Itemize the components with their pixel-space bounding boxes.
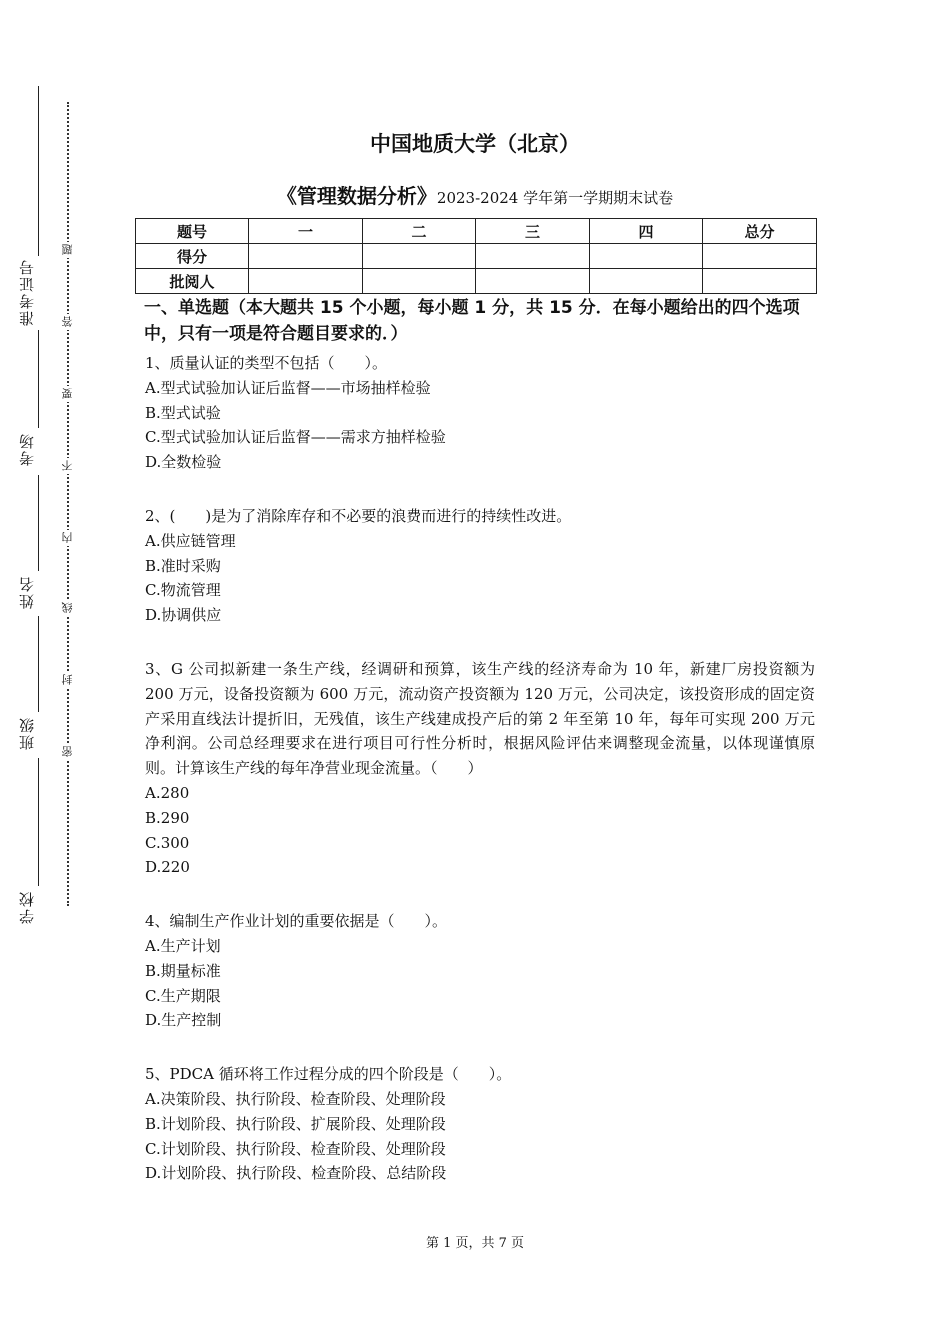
field-line-admission-number[interactable] <box>38 86 39 256</box>
question-option[interactable]: B.290 <box>145 808 190 827</box>
question-stem: 4、编制生产作业计划的重要依据是（ ）。 <box>145 912 448 931</box>
question-option[interactable]: D.协调供应 <box>145 606 222 625</box>
score-cell[interactable] <box>703 244 817 269</box>
score-table-header: 四 <box>590 219 703 244</box>
university-title: 中国地质大学（北京） <box>370 132 580 156</box>
score-table <box>135 218 817 294</box>
exam-term: 2023-2024 学年第一学期期末试卷 <box>436 189 674 207</box>
question-3 <box>145 657 815 880</box>
seal-char: 要 <box>60 386 76 402</box>
question-option[interactable]: C.生产期限 <box>145 986 221 1005</box>
score-table-header: 总分 <box>703 219 817 244</box>
exam-subtitle <box>0 180 950 209</box>
seal-char: 题 <box>60 242 76 258</box>
question-option[interactable]: A.型式试验加认证后监督——市场抽样检验 <box>145 378 431 397</box>
question-option[interactable]: C.型式试验加认证后监督——需求方抽样检验 <box>145 428 446 447</box>
field-line-name[interactable] <box>38 475 39 571</box>
exam-content <box>145 295 815 1186</box>
score-row-label: 得分 <box>136 244 249 269</box>
course-name: 《管理数据分析》 <box>276 184 437 208</box>
seal-char: 内 <box>60 530 76 546</box>
score-row-label: 批阅人 <box>136 269 249 294</box>
seal-char: 密 <box>60 744 76 760</box>
question-stem: 2、( )是为了消除库存和不必要的浪费而进行的持续性改进。 <box>145 506 572 525</box>
question-stem: 3、G 公司拟新建一条生产线，经调研和预算，该生产线的经济寿命为 10 年，新建厂房投资额为 200 万元，设备投资额为 600 万元，流动资产投资额为 120 万元，公司决定，该投资形成的固定资产采用直线法计提折旧，无残值，该生产线建成投产后的第 2 年至第 10 年，每年可实现 200 万元净利润。公司总经理要求在进行项目可行性分析时，根据风险评估来调整现金流量，以体现谨慎原则。计算该生产线的每年净营业现金流量。（ ） <box>145 659 815 778</box>
score-table-header-row <box>136 219 817 244</box>
score-cell[interactable] <box>249 244 363 269</box>
score-table-row <box>136 244 817 269</box>
question-option[interactable]: C.300 <box>145 833 190 852</box>
question-option[interactable]: D.220 <box>145 858 190 877</box>
question-4 <box>145 909 815 1033</box>
reviewer-cell[interactable] <box>590 269 703 294</box>
score-cell[interactable] <box>363 244 476 269</box>
question-option[interactable]: A.决策阶段、执行阶段、检查阶段、处理阶段 <box>145 1089 446 1108</box>
spacer <box>145 475 815 500</box>
question-1 <box>145 351 815 475</box>
field-label-exam-room: 考场 <box>18 432 36 466</box>
question-option[interactable]: A.280 <box>145 783 190 802</box>
reviewer-cell[interactable] <box>363 269 476 294</box>
spacer <box>145 628 815 653</box>
section-heading: 一、单选题（本大题共 15 个小题，每小题 1 分，共 15 分．在每小题给出的四个选项中，只有一项是符合题目要求的．） <box>144 298 800 344</box>
field-label-school: 学校 <box>18 890 36 924</box>
question-option[interactable]: B.准时采购 <box>145 556 221 575</box>
spacer <box>145 880 815 905</box>
question-option[interactable]: D.计划阶段、执行阶段、检查阶段、总结阶段 <box>145 1164 447 1183</box>
question-5 <box>145 1062 815 1186</box>
question-option[interactable]: C.计划阶段、执行阶段、检查阶段、处理阶段 <box>145 1139 446 1158</box>
question-option[interactable]: A.供应链管理 <box>145 531 236 550</box>
question-stem: 5、PDCA 循环将工作过程分成的四个阶段是（ ）。 <box>145 1065 512 1084</box>
field-line-exam-room[interactable] <box>38 330 39 428</box>
question-option[interactable]: B.计划阶段、执行阶段、扩展阶段、处理阶段 <box>145 1114 446 1133</box>
seal-char: 线 <box>60 600 76 616</box>
field-label-name: 姓名 <box>18 575 36 609</box>
question-option[interactable]: A.生产计划 <box>145 936 221 955</box>
page-footer: 第 1 页，共 7 页 <box>425 1236 525 1251</box>
score-table-header: 一 <box>249 219 363 244</box>
question-option[interactable]: B.期量标准 <box>145 961 221 980</box>
field-label-class: 班级 <box>18 716 36 750</box>
seal-dotted-line <box>67 102 69 906</box>
field-line-school[interactable] <box>38 758 39 886</box>
field-line-class[interactable] <box>38 616 39 712</box>
question-option[interactable]: B.型式试验 <box>145 403 221 422</box>
score-table-header: 二 <box>363 219 476 244</box>
question-option[interactable]: D.全数检验 <box>145 453 222 472</box>
spacer <box>145 1033 815 1058</box>
question-option[interactable]: D.生产控制 <box>145 1011 222 1030</box>
reviewer-cell[interactable] <box>476 269 590 294</box>
reviewer-cell[interactable] <box>703 269 817 294</box>
question-2 <box>145 504 815 628</box>
reviewer-cell[interactable] <box>249 269 363 294</box>
seal-char: 封 <box>60 672 76 688</box>
seal-char: 不 <box>60 458 76 474</box>
score-cell[interactable] <box>590 244 703 269</box>
field-label-admission-number: 准考证号 <box>18 258 36 326</box>
score-table-row <box>136 269 817 294</box>
score-table-header: 三 <box>476 219 590 244</box>
score-table-header: 题号 <box>136 219 249 244</box>
question-stem: 1、质量认证的类型不包括（ ）。 <box>145 354 388 372</box>
seal-char: 答 <box>60 314 76 330</box>
question-option[interactable]: C.物流管理 <box>145 581 221 600</box>
score-cell[interactable] <box>476 244 590 269</box>
